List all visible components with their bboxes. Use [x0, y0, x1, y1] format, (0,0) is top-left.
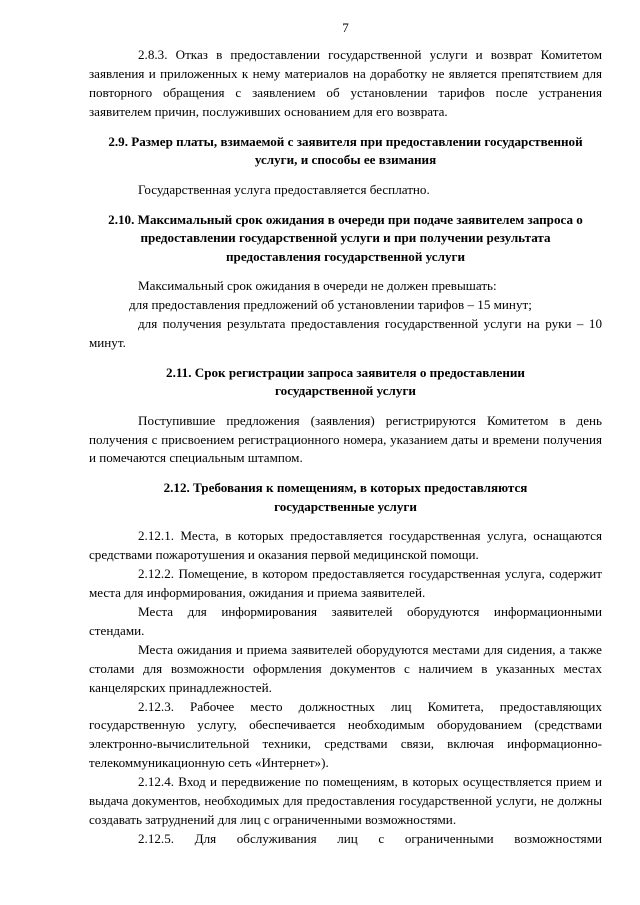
paragraph-2-12-3: 2.12.3. Рабочее место должностных лиц Комитета, предоставляющих государственную услугу, обеспечивается необходимым оборудованием (средствами электронно-вычислительной техники, средствами связи, включая информационно-телекоммуникационную сеть «Интернет»). — [89, 698, 602, 771]
paragraph-2-12-2-info: Места для информирования заявителей оборудуются информационными стендами. — [89, 604, 602, 638]
heading-2-11: 2.11. Срок регистрации запроса заявителя о предоставлении государственной услуги — [166, 364, 525, 399]
heading-2-10: 2.10. Максимальный срок ожидания в очереди при подаче заявителем запроса о предоставлении государственной услуги и при получении результата предоставления государственной услуги — [108, 211, 583, 264]
paragraph-2-12-2-waiting: Места ожидания и приема заявителей оборудуются местами для сидения, а также столами для возможности оформления документов с наличием в указанных местах канцелярских принадлежностей. — [89, 641, 602, 695]
document-page — [89, 20, 602, 849]
paragraph-2-12-1: 2.12.1. Места, в которых предоставляется государственная услуга, оснащаются средствами пожаротушения и оказания первой медицинской помощи. — [89, 528, 602, 563]
paragraph-2-9-free: Государственная услуга предоставляется бесплатно. — [138, 181, 430, 197]
paragraph-2-12-5: 2.12.5. Для обслуживания лиц с ограниченными возможностями — [138, 830, 602, 846]
heading-2-12: 2.12. Требования к помещениям, в которых предоставляются государственные услуги — [163, 480, 528, 514]
paragraph-2-10-intro: Максимальный срок ожидания в очереди не должен превышать: — [138, 278, 497, 294]
paragraph-2-12-4: 2.12.4. Вход и передвижение по помещениям, в которых осуществляется прием и выдача документов, необходимых для предоставления государственной услуги, не должны создавать затруднений для лиц с ограниченными возможностями. — [89, 774, 602, 827]
paragraph-2-10-result: для получения результата предоставления государственной услуги на руки – 10 минут. — [89, 315, 602, 350]
heading-2-9: 2.9. Размер платы, взимаемой с заявителя при предоставлении государственной услуги, и способы ее взимания — [108, 133, 583, 168]
paragraph-2-8-3: 2.8.3. Отказ в предоставлении государственной услуги и возврат Комитетом заявления и приложенных к нему материалов на доработку не является препятствием для повторного обращения с заявлением об установлении тарифов после устранения заявителем причин, послуживших основанием для его возврата. — [89, 47, 602, 119]
paragraph-2-12-2: 2.12.2. Помещение, в котором предоставляется государственная услуга, содержит места для информирования, ожидания и приема заявителей. — [89, 566, 602, 601]
paragraph-2-10-tariffs: для предоставления предложений об установлении тарифов – 15 минут; — [129, 296, 532, 312]
paragraph-2-11-registration: Поступившие предложения (заявления) регистрируются Комитетом в день получения с присвоением регистрационного номера, указанием даты и времени получения и помечаются специальным штампом. — [89, 412, 602, 466]
page-number: 7 — [342, 20, 349, 35]
